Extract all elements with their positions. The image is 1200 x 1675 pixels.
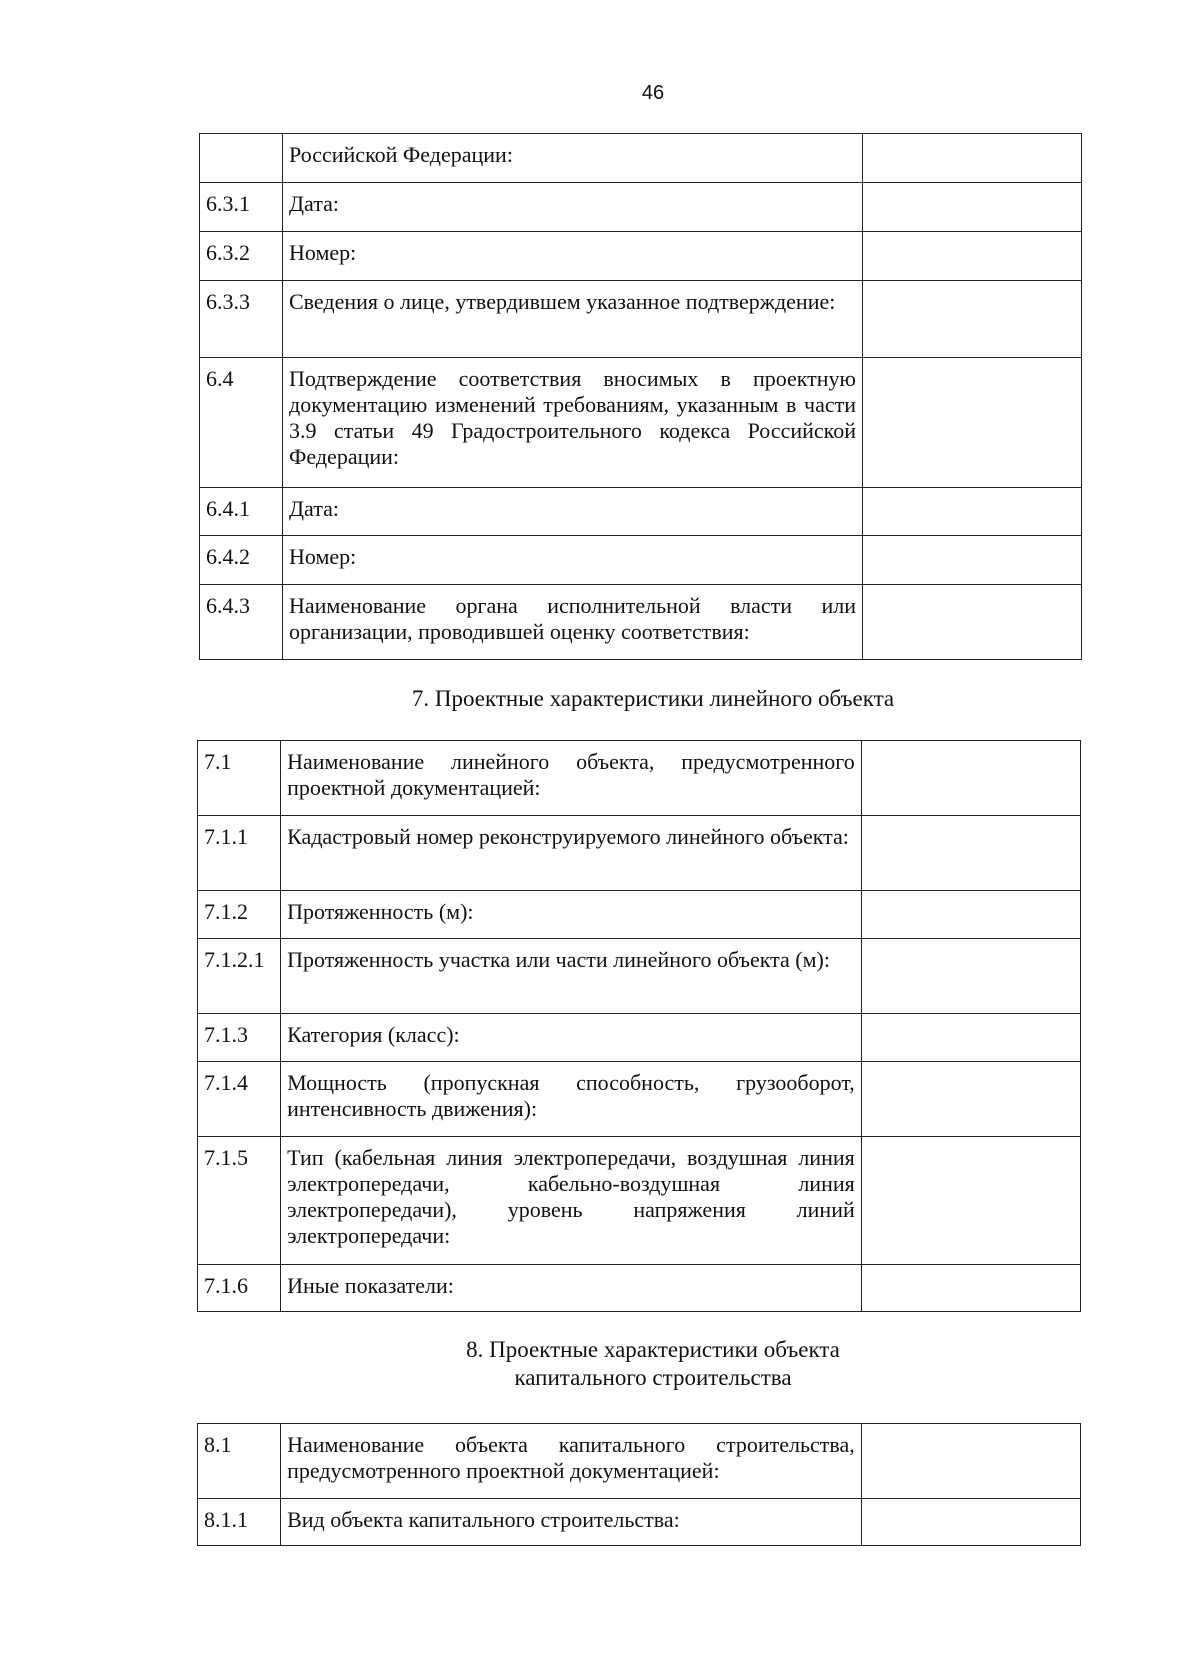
section-7-heading: 7. Проектные характеристики линейного объекта xyxy=(411,686,895,711)
row-number: 6.3.1 xyxy=(200,183,283,232)
table-row xyxy=(200,358,1082,488)
row-number: 7.1.1 xyxy=(198,816,281,891)
value-cell[interactable] xyxy=(863,232,1082,281)
row-label: Номер: xyxy=(283,232,863,281)
value-cell[interactable] xyxy=(861,1499,1080,1546)
table-row xyxy=(198,891,1081,939)
row-label: Наименование объекта капитального строительства, предусмотренного проектной документацией: xyxy=(281,1424,862,1499)
value-cell[interactable] xyxy=(861,1014,1080,1062)
row-number: 6.4.3 xyxy=(200,585,283,660)
value-cell[interactable] xyxy=(863,358,1082,488)
table-row xyxy=(198,1265,1081,1312)
value-cell[interactable] xyxy=(863,183,1082,232)
table-row xyxy=(200,536,1082,585)
row-label: Подтверждение соответствия вносимых в проектную документацию изменений требованиям, указанным в части 3.9 статьи 49 Градостроительного кодекса Российской Федерации: xyxy=(283,358,863,488)
section-8-heading-line1: 8. Проектные характеристики объекта xyxy=(466,1337,840,1362)
value-cell[interactable] xyxy=(861,1424,1080,1499)
row-number: 6.4 xyxy=(200,358,283,488)
row-number: 6.3.2 xyxy=(200,232,283,281)
row-label: Наименование органа исполнительной власти или организации, проводившей оценку соответствия: xyxy=(283,585,863,660)
value-cell[interactable] xyxy=(861,1137,1080,1265)
table-row xyxy=(200,232,1082,281)
value-cell[interactable] xyxy=(863,536,1082,585)
section-8-heading-line2: капитального строительства xyxy=(514,1365,792,1390)
page-number: 46 xyxy=(641,82,665,104)
value-cell[interactable] xyxy=(861,741,1080,816)
row-label: Наименование линейного объекта, предусмотренного проектной документацией: xyxy=(281,741,862,816)
table-row xyxy=(200,585,1082,660)
value-cell[interactable] xyxy=(861,816,1080,891)
row-number: 7.1.3 xyxy=(198,1014,281,1062)
row-label: Категория (класс): xyxy=(281,1014,862,1062)
row-number: 8.1.1 xyxy=(198,1499,281,1546)
row-label: Дата: xyxy=(283,488,863,536)
row-number: 7.1 xyxy=(198,741,281,816)
value-cell[interactable] xyxy=(863,585,1082,660)
row-number: 6.4.1 xyxy=(200,488,283,536)
table-row xyxy=(200,488,1082,536)
table-row xyxy=(198,741,1081,816)
row-label: Иные показатели: xyxy=(281,1265,862,1312)
table-row xyxy=(198,939,1081,1014)
row-label: Сведения о лице, утвердившем указанное подтверждение: xyxy=(283,281,863,358)
row-number: 6.4.2 xyxy=(200,536,283,585)
table-row xyxy=(200,281,1082,358)
row-label: Тип (кабельная линия электропередачи, воздушная линия электропередачи, кабельно-воздушная линия электропередачи), уровень напряжения линий электропередачи: xyxy=(281,1137,862,1265)
table-section-7 xyxy=(197,740,1081,1312)
table-row xyxy=(200,183,1082,232)
value-cell[interactable] xyxy=(861,1062,1080,1137)
row-label: Протяженность участка или части линейного объекта (м): xyxy=(281,939,862,1014)
table-section-8 xyxy=(197,1423,1081,1546)
table-row xyxy=(198,1137,1081,1265)
row-number: 7.1.2 xyxy=(198,891,281,939)
row-number xyxy=(200,134,283,183)
table-row xyxy=(198,1062,1081,1137)
value-cell[interactable] xyxy=(863,134,1082,183)
table-row xyxy=(198,816,1081,891)
value-cell[interactable] xyxy=(861,891,1080,939)
table-section-6 xyxy=(199,133,1082,660)
row-label: Вид объекта капитального строительства: xyxy=(281,1499,862,1546)
row-label: Российской Федерации: xyxy=(283,134,863,183)
table-row xyxy=(198,1499,1081,1546)
row-label: Номер: xyxy=(283,536,863,585)
row-label: Протяженность (м): xyxy=(281,891,862,939)
value-cell[interactable] xyxy=(861,939,1080,1014)
row-number: 7.1.2.1 xyxy=(198,939,281,1014)
table-row xyxy=(198,1424,1081,1499)
section-8-heading xyxy=(0,1336,1200,1392)
value-cell[interactable] xyxy=(863,488,1082,536)
table-row xyxy=(198,1014,1081,1062)
row-number: 7.1.4 xyxy=(198,1062,281,1137)
row-number: 7.1.5 xyxy=(198,1137,281,1265)
row-number: 6.3.3 xyxy=(200,281,283,358)
value-cell[interactable] xyxy=(861,1265,1080,1312)
table-row xyxy=(200,134,1082,183)
row-number: 8.1 xyxy=(198,1424,281,1499)
row-number: 7.1.6 xyxy=(198,1265,281,1312)
value-cell[interactable] xyxy=(863,281,1082,358)
row-label: Дата: xyxy=(283,183,863,232)
row-label: Мощность (пропускная способность, грузооборот, интенсивность движения): xyxy=(281,1062,862,1137)
row-label: Кадастровый номер реконструируемого линейного объекта: xyxy=(281,816,862,891)
